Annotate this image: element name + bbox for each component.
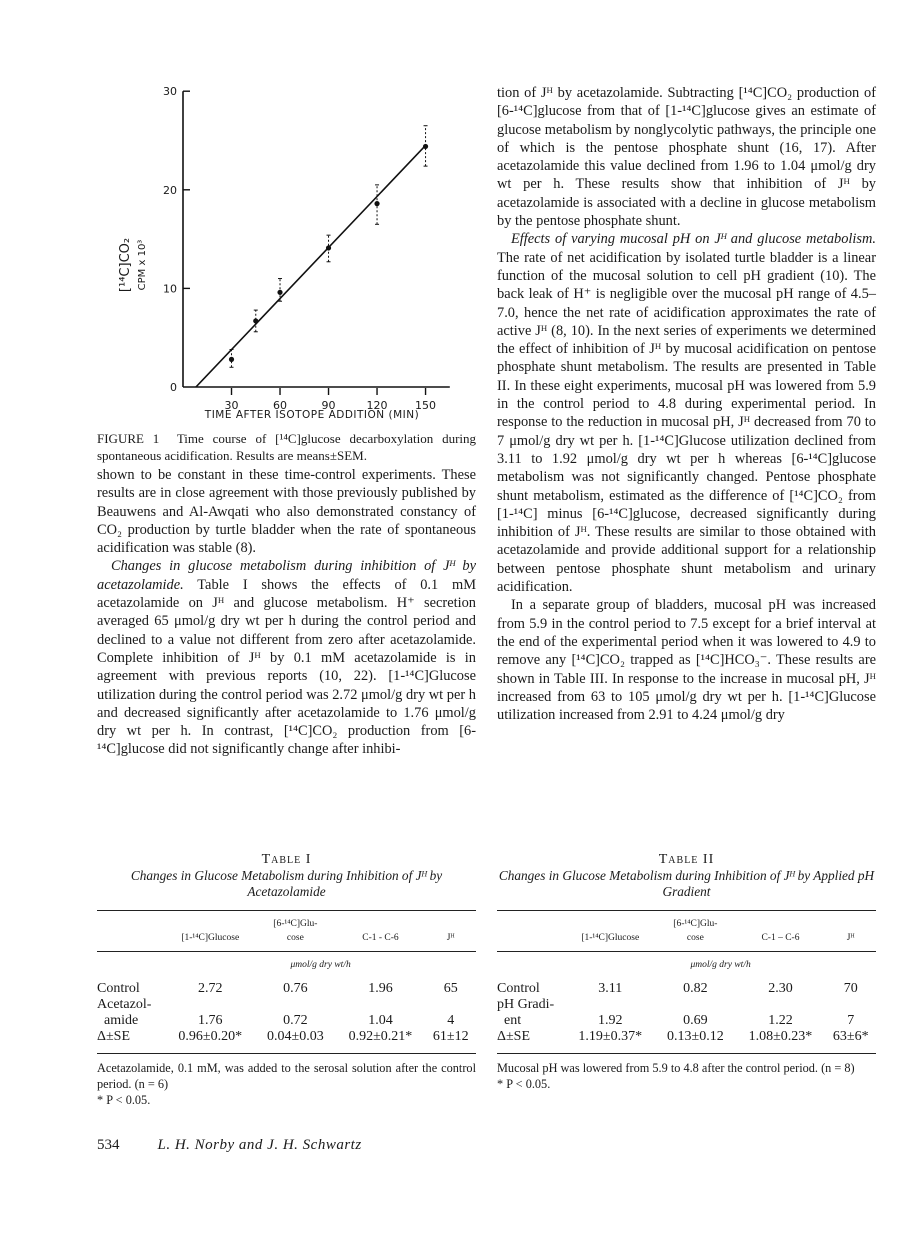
table-notes [497,1060,876,1092]
table-cell: Δ±SE [497,1029,531,1044]
table-footnote: Mucosal pH was lowered from 5.9 to 4.8 after the control period. (n = 8) [497,1061,855,1075]
table-cell: amide [97,1013,139,1028]
data-table [497,910,876,1054]
table-cell: 7 [847,1013,855,1028]
figure-caption-text: Time course of [¹⁴C]glucose decarboxylation during spontaneous acidification. Results are means±SEM. [97,431,477,463]
data-point [229,357,234,362]
y-axis-label-line1: [¹⁴C]CO₂ [118,237,133,293]
paragraph: shown to be constant in these time-control experiments. These results are in close agreement with those previously published by Beauwens and Al-Awqati who also demonstrated constancy of CO₂ production by turtle bladder when the rate of spontaneous acidification was stable (8). [97,467,476,557]
right-column-text [497,84,876,724]
column-header: [6-¹⁴C]Glu- cose [255,911,335,952]
section-heading: Effects of varying mucosal pH on Jᴴ and glucose metabolism. [511,231,876,248]
table-cell: 2.72 [198,981,223,996]
y-tick-label: 0 [170,381,177,394]
table-cell: 4 [447,1013,455,1028]
figure-label: FIGURE 1 [97,431,160,446]
x-tick-label: 60 [273,399,288,412]
table-cell: 1.08±0.23* [748,1029,813,1044]
paragraph [497,230,876,596]
x-tick-label: 90 [321,399,336,412]
column-header: Jᴴ [826,911,877,952]
table-cell: Control [497,981,540,996]
x-tick-label: 30 [224,399,239,412]
unit-row [497,952,876,982]
table-row [97,1013,476,1029]
table-cell [426,997,477,1013]
x-tick-label: 150 [415,399,437,412]
table-cell: 0.04±0.03 [267,1029,324,1044]
data-point [374,201,379,206]
section-heading: Changes in glucose metabolism during inhibition of Jᴴ by acetazolamide. [97,558,476,593]
table-cell: Acetazol- [97,997,152,1012]
data-table [97,910,476,1054]
unit-label: μmol/g dry wt/h [290,960,351,970]
table-cell: 0.92±0.21* [348,1029,413,1044]
data-point [326,245,331,250]
header-row [97,911,476,952]
y-tick-label: 10 [163,282,177,296]
table-title: Table II [658,852,715,867]
table-cell: 3.11 [598,981,623,996]
paragraph: In a separate group of bladders, mucosal pH was increased from 5.9 in the control period to 7.5 except for a brief interval at the end of the experimental period when it was lowered to 4.9 to remove any [¹⁴C]CO₂ trapped as [¹⁴C]HCO₃⁻. These results are shown in Table III. In response to the increase in mucosal pH, Jᴴ increased from 63 to 105 μmol/g dry wt per h. [1-¹⁴C]Glucose utilization increased from 2.91 to 4.24 μmol/g dry [497,597,876,724]
page-number: 534 [97,1137,120,1153]
table-title: Table I [261,852,312,867]
table-cell [165,997,255,1013]
data-point [253,318,258,323]
table-cell: 0.13±0.12 [667,1029,724,1044]
table-cell: 1.19±0.37* [578,1029,643,1044]
table-cell: 65 [443,981,458,996]
figure-1-chart [97,80,477,425]
running-authors: L. H. Norby and J. H. Schwartz [157,1137,362,1153]
left-column-text [97,466,476,759]
table-cell: 1.92 [598,1013,623,1028]
x-tick-label: 120 [366,399,388,412]
data-point [423,144,428,149]
x-axis-label: TIME AFTER ISOTOPE ADDITION (MIN) [204,409,420,421]
table-cell [826,997,877,1013]
paragraph [97,557,476,758]
table-row [97,997,476,1013]
column-header: C-1 - C-6 [335,911,425,952]
y-tick-label: 20 [163,183,177,197]
unit-row [97,952,476,982]
table-row [497,981,876,997]
column-header: Jᴴ [426,911,477,952]
table-cell: 0.72 [283,1013,308,1028]
table-row [97,981,476,997]
data-point [277,290,282,295]
table-cell: 0.69 [683,1013,708,1028]
table-cell: 1.96 [368,981,393,996]
table-row [497,1013,876,1029]
paragraph-body: Table I shows the effects of 0.1 mM acetazolamide on Jᴴ and glucose metabolism. H⁺ secretion averaged 65 μmol/g dry wt per h during the control period and declined to a value not different from zero after acetazolamide. Complete inhibition of Jᴴ by 0.1 mM acetazolamide is in agreement with previous reports (10, 22). [1-¹⁴C]Glucose utilization during the control period was 2.72 μmol/g dry wt per h and decreased significantly after acetazolamide to 1.76 μmol/g dry wt per h. In contrast, [¹⁴C]CO₂ production from [6-¹⁴C]glucose did not significantly change after inhibi- [97,576,476,758]
table-significance-note: * P < 0.05. [97,1093,151,1107]
table-cell: 0.96±0.20* [178,1029,243,1044]
table-cell [255,997,335,1013]
header-row [497,911,876,952]
paragraph-body: The rate of net acidification by isolated turtle bladder is a linear function of the mucosal solution to cell pH gradient (10). The back leak of H⁺ is negligible over the mucosal pH range of 4.5–7.0, hence the net rate of acidification approximates the rate of active Jᴴ (8, 10). In the next series of experiments we determined the effect of inhibition of Jᴴ by mucosal acidification on pentose phosphate shunt metabolism. The results are presented in Table II. In these eight experiments, mucosal pH was lowered from 5.9 in the control period to 4.8 during experimental period. In response to the reduction in mucosal pH, Jᴴ decreased from 70 to 7 μmol/g dry wt per h. [1-¹⁴C]Glucose utilization declined from 3.11 to 1.92 μmol/g dry wt per h whereas [6-¹⁴C]glucose metabolism was not significantly changed. Pentose phosphate shunt metabolism, estimated as the difference of [¹⁴C]CO₂ from [1-¹⁴C] minus [6-¹⁴C]glucose, decreased significantly during inhibition of Jᴴ. These results are similar to those obtained with acetazolamide and provide additional support for a relationship between pentose phosphate shunt metabolism and urinary acidification. [497,249,876,596]
table-subtitle: Changes in Glucose Metabolism during Inhibition of Jᴴ by Acetazolamide [130,868,443,899]
table-cell [565,997,655,1013]
table-row [497,997,876,1013]
column-header: C-1 – C-6 [735,911,825,952]
fit-line [196,145,426,387]
table-row [97,1029,476,1054]
y-axis-label-line2: CPM x 10³ [137,239,148,291]
column-header [97,911,165,952]
table-cell: 0.76 [283,981,308,996]
table-cell: 70 [843,981,858,996]
column-header: [1-¹⁴C]Glucose [565,911,655,952]
table-subtitle: Changes in Glucose Metabolism during Inhibition of Jᴴ by Applied pH Gradient [498,868,875,899]
table-cell: 63±6* [832,1029,869,1044]
table-notes [97,1060,476,1108]
table-cell [735,997,825,1013]
table-footnote: Acetazolamide, 0.1 mM, was added to the serosal solution after the control period. (n = 6) [97,1061,476,1091]
table-cell: 1.04 [368,1013,393,1028]
table-2 [497,852,876,1092]
table-cell: pH Gradi- [497,997,555,1012]
table-cell: 1.22 [768,1013,793,1028]
table-cell: Control [97,981,140,996]
y-tick-label: 30 [163,85,177,99]
table-cell: 2.30 [768,981,793,996]
table-cell [655,997,735,1013]
table-cell: 61±12 [432,1029,469,1044]
paragraph: tion of Jᴴ by acetazolamide. Subtracting [¹⁴C]CO₂ production of [6-¹⁴C]glucose from that of [1-¹⁴C]glucose gives an estimate of glucose metabolism by nonglycolytic pathways, the principle one of which is the pentose phosphate shunt (16, 17). After acetazolamide this value declined from 1.96 to 1.04 μmol/g dry wt per h. These results show that inhibition of Jᴴ by acetazolamide is associated with a decline in glucose metabolism by the pentose phosphate shunt. [497,85,876,230]
page-footer [97,1137,362,1154]
table-cell: 0.82 [683,981,708,996]
unit-label: μmol/g dry wt/h [690,960,751,970]
table-cell [335,997,425,1013]
column-header [497,911,565,952]
figure-caption [97,431,476,464]
table-cell: 1.76 [198,1013,223,1028]
column-header: [6-¹⁴C]Glu- cose [655,911,735,952]
table-1 [97,852,476,1108]
table-cell: Δ±SE [97,1029,131,1044]
table-row [497,1029,876,1054]
table-significance-note: * P < 0.05. [497,1077,551,1091]
column-header: [1-¹⁴C]Glucose [165,911,255,952]
table-cell: ent [497,1013,522,1028]
